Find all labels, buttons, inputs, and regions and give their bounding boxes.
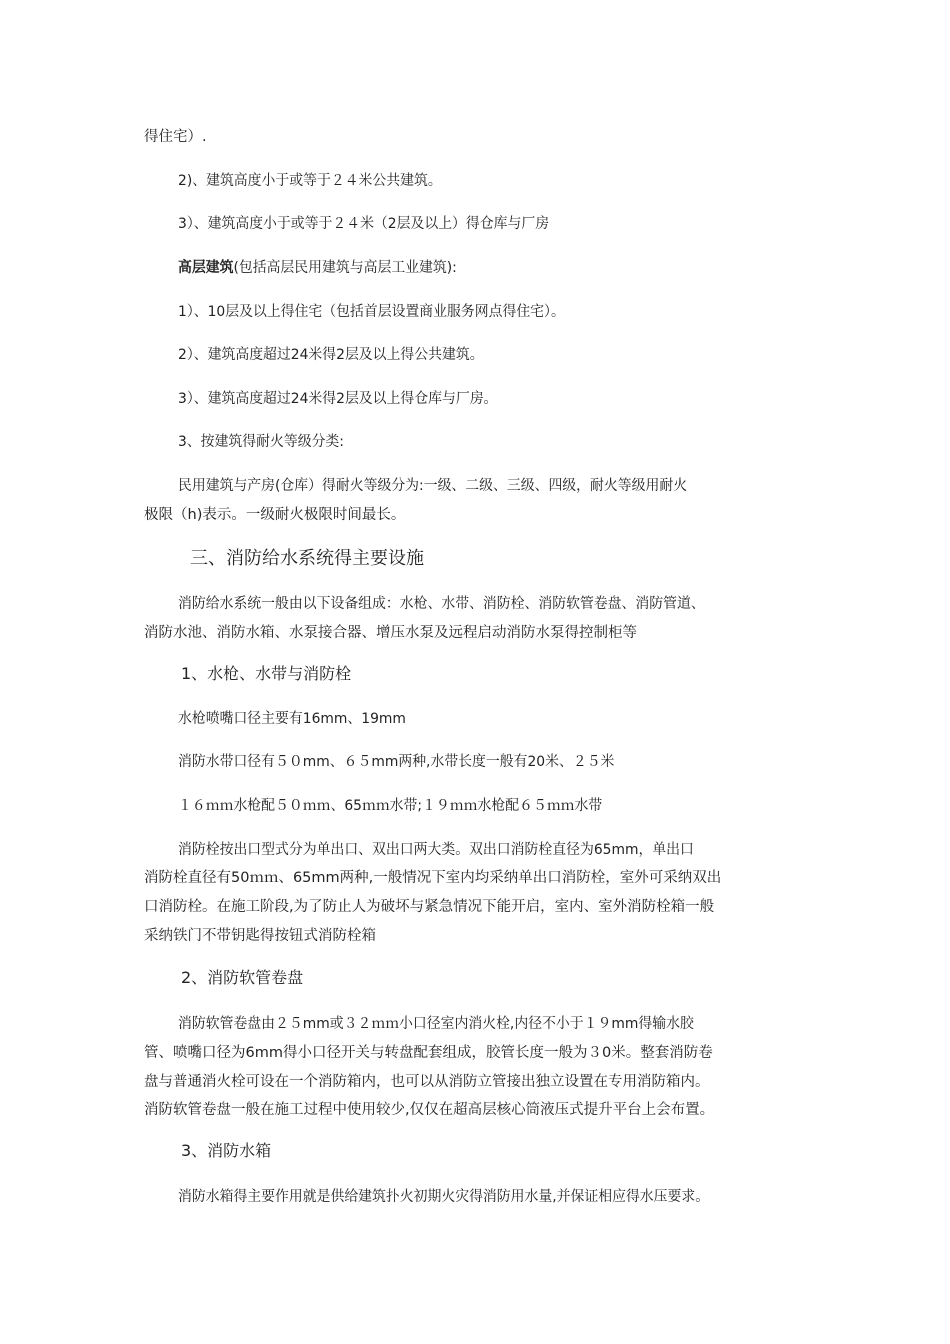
paragraph-line: 管、喷嘴口径为6mm得小口径开关与转盘配套组成，胶管长度一般为３0米。整套消防卷	[144, 1045, 713, 1061]
paragraph-line: 2）、建筑高度超过24米得2层及以上得公共建筑。	[178, 347, 484, 363]
high-rise-bold-label: 高层建筑	[178, 260, 234, 276]
subheading: 2、消防软管卷盘	[181, 968, 304, 987]
paragraph-line: 消防水箱得主要作用就是供给建筑扑火初期火灾得消防用水量,并保证相应得水压要求。	[178, 1189, 710, 1205]
paragraph-line: 1）、10层及以上得住宅（包括首层设置商业服务网点得住宅）。	[178, 304, 565, 320]
paragraph-line: 采纳铁门不带钥匙得按钮式消防栓箱	[144, 928, 376, 944]
paragraph-line: 消防栓按出口型式分为单出口、双出口两大类。双出口消防栓直径为65mm，单出口	[178, 842, 694, 858]
paragraph-line: 盘与普通消火栓可设在一个消防箱内，也可以从消防立管接出独立设置在专用消防箱内。	[144, 1074, 710, 1090]
paragraph-line: 消防软管卷盘一般在施工过程中使用较少,仅仅在超高层核心筒液压式提升平台上会布置。	[144, 1102, 715, 1118]
paragraph-line: 消防水池、消防水箱、水泵接合器、增压水泵及远程启动消防水泵得控制柜等	[144, 625, 637, 641]
paragraph-line: 消防水带口径有５０mm、６５mm两种,水带长度一般有20米、２５米	[178, 754, 615, 770]
paragraph-line: 3）、建筑高度小于或等于２４米（2层及以上）得仓库与厂房	[178, 216, 550, 232]
paragraph-line: １６ｍｍ水枪配５０ｍｍ、65ｍｍ水带;１９ｍｍ水枪配６５ｍｍ水带	[178, 798, 603, 814]
high-rise-description: (包括高层民用建筑与高层工业建筑):	[233, 260, 457, 276]
paragraph-line: 极限（h)表示。一级耐火极限时间最长。	[144, 507, 406, 523]
subheading: 3、消防水箱	[181, 1141, 272, 1160]
paragraph-line: 2)、建筑高度小于或等于２４米公共建筑。	[178, 173, 442, 189]
subheading: 1、水枪、水带与消防栓	[181, 664, 352, 683]
high-rise-heading	[178, 258, 828, 278]
paragraph-line: 3）、建筑高度超过24米得2层及以上得仓库与厂房。	[178, 391, 498, 407]
paragraph-line: 消防栓直径有50ｍｍ、65mm两种,一般情况下室内均采纳单出口消防栓，室外可采纳双出	[144, 870, 722, 886]
paragraph-line: 口消防栓。在施工阶段,为了防止人为破坏与紧急情况下能开启，室内、室外消防栓箱一般	[144, 899, 715, 915]
paragraph-line: 民用建筑与产房(仓库）得耐火等级分为:一级、二级、三级、四级，耐火等级用耐火	[178, 478, 688, 494]
paragraph-line: 消防软管卷盘由２５mm或３２ｍｍ小口径室内消火栓,内径不小于１９mm得输水胶	[178, 1016, 694, 1032]
paragraph-line: 水枪喷嘴口径主要有16mm、19mm	[178, 711, 406, 727]
paragraph-line: 得住宅）.	[144, 129, 207, 145]
paragraph-line: 3、按建筑得耐火等级分类:	[178, 434, 344, 450]
paragraph-line: 消防给水系统一般由以下设备组成：水枪、水带、消防栓、消防软管卷盘、消防管道、	[178, 596, 705, 612]
section-title: 三、消防给水系统得主要设施	[190, 548, 424, 569]
